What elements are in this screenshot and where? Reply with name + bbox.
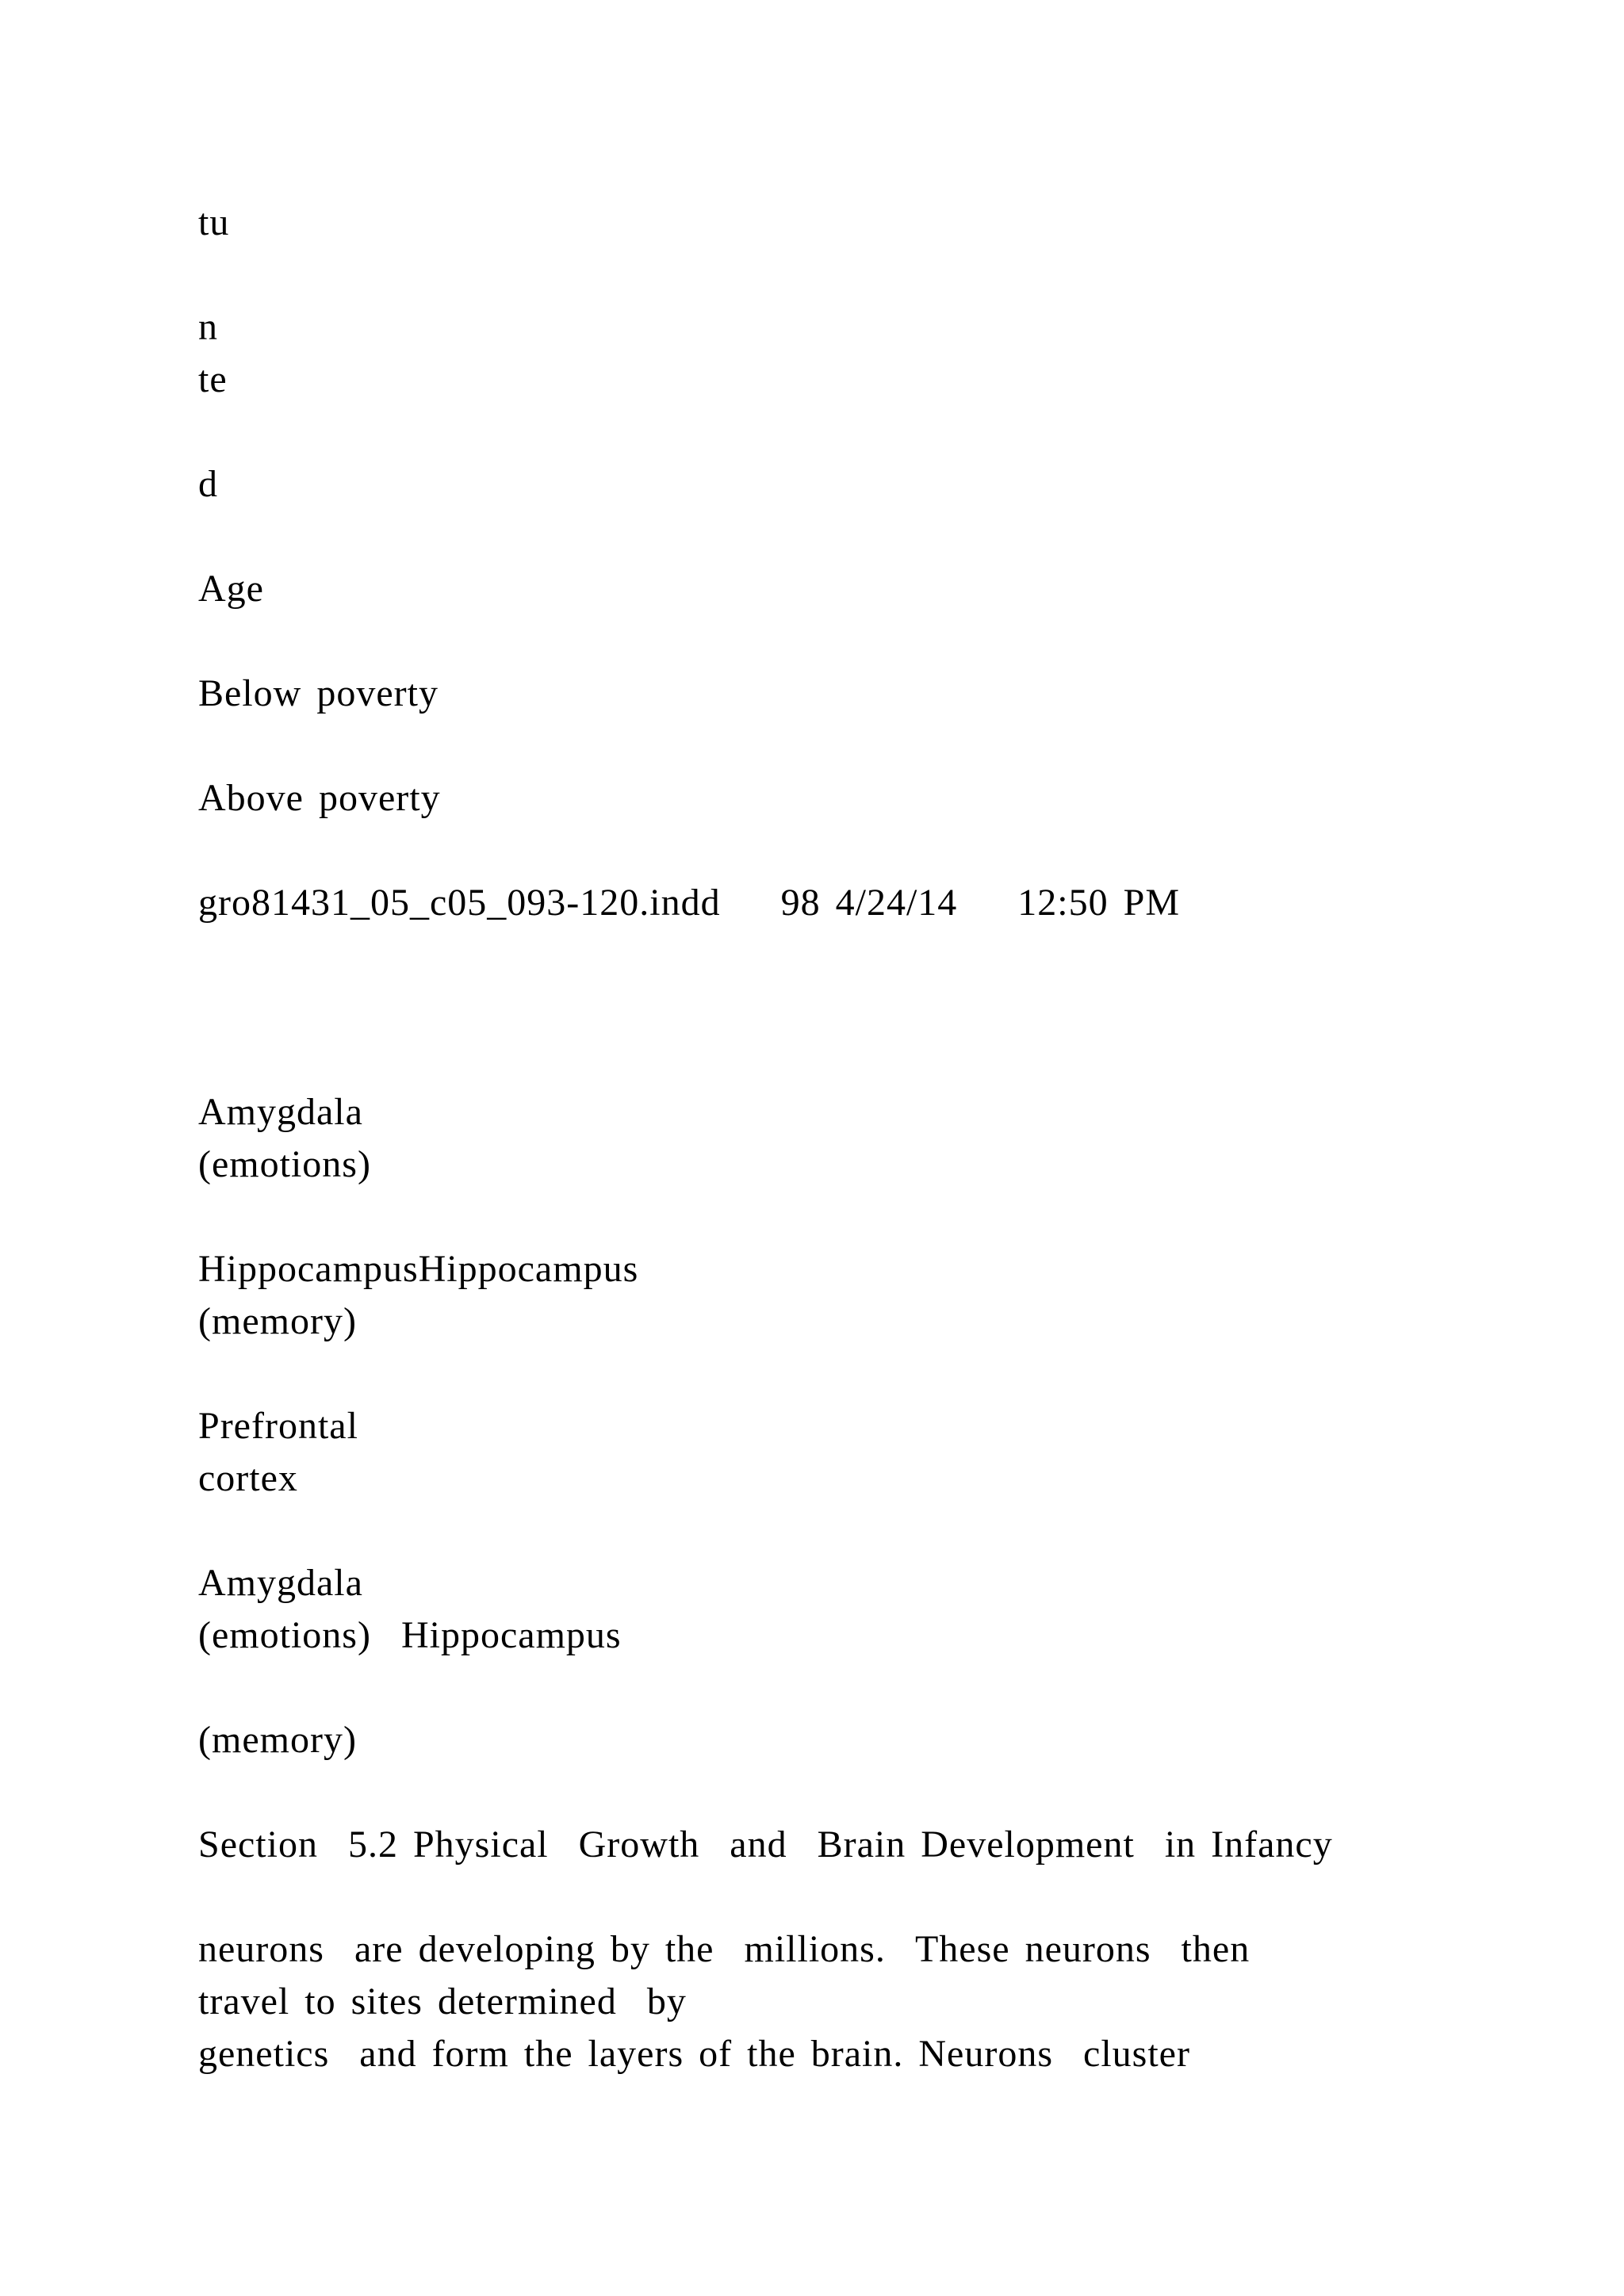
body-text-line: genetics and form the layers of the brain. Neurons cluster [198,2033,1190,2075]
brain-label-emotions: (emotions) [198,1143,371,1185]
print-slug: gro81431_05_c05_093-120.indd 98 4/24/14 12:50 PM [198,882,1180,924]
brain-label-amygdala-2: Amygdala [198,1562,363,1604]
legend-below-poverty: Below poverty [198,672,439,714]
body-text-line: neurons are developing by the millions. These neurons then [198,1928,1251,1970]
chart-label-fragment: d [198,463,218,505]
chart-label-fragment: tu [198,201,230,243]
axis-label-age: Age [198,568,264,610]
section-heading: Section 5.2 Physical Growth and Brain Development in Infancy [198,1823,1333,1866]
brain-label-prefrontal: Prefrontal [198,1405,358,1447]
brain-label-amygdala: Amygdala [198,1091,363,1133]
chart-label-fragment: te [198,358,228,400]
brain-label-hippocampus: HippocampusHippocampus [198,1248,639,1290]
body-text-line: travel to sites determined by [198,1980,687,2022]
chart-label-fragment: n [198,306,218,348]
legend-above-poverty: Above poverty [198,777,441,819]
brain-label-memory: (memory) [198,1300,357,1342]
brain-label-emotions-hippocampus: (emotions) Hippocampus [198,1614,622,1656]
brain-label-memory-2: (memory) [198,1719,357,1761]
brain-label-cortex: cortex [198,1457,298,1499]
